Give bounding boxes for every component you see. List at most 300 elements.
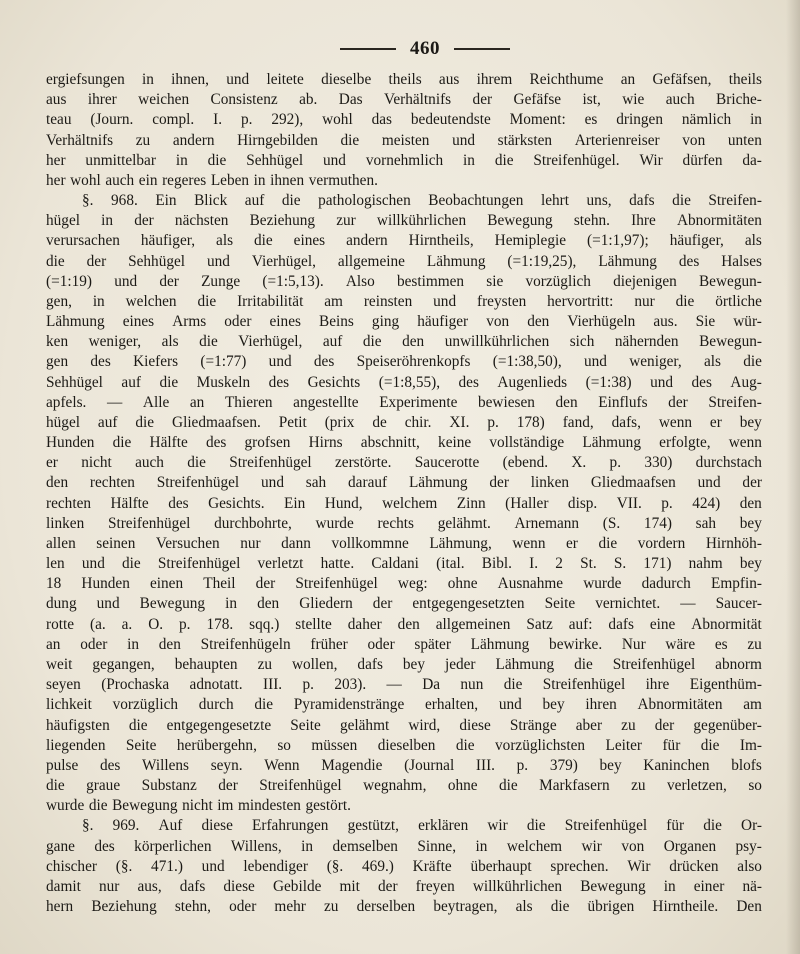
word: hern	[46, 898, 74, 916]
word: in	[101, 212, 114, 230]
text-line	[46, 554, 762, 574]
word: vollständige	[489, 434, 565, 452]
word: dürfen	[682, 151, 723, 169]
word: und	[226, 71, 250, 88]
word: der	[654, 716, 675, 734]
word: und	[81, 555, 105, 573]
word: wird,	[408, 716, 441, 734]
word: Lähmung	[598, 252, 657, 270]
word: erfolgte,	[659, 434, 711, 452]
word: die	[503, 676, 523, 694]
word: die	[197, 292, 217, 310]
word: Or-	[741, 817, 762, 835]
word: Gebilde	[272, 877, 322, 895]
word: die	[199, 333, 218, 351]
word: (Prochaska	[101, 676, 170, 694]
word: die	[494, 151, 514, 169]
word: der	[668, 393, 688, 411]
word: die	[598, 534, 618, 552]
word: (S.	[602, 514, 621, 532]
word: 178.	[206, 615, 234, 633]
word: apfels.	[46, 393, 87, 411]
word: Sehhügel	[46, 373, 103, 391]
word: in	[142, 71, 154, 88]
word: sprechen.	[550, 857, 609, 875]
word: Saucer-	[715, 595, 762, 613]
word: und	[583, 353, 607, 371]
word: 424)	[692, 494, 721, 512]
word: abschnitt,	[360, 434, 420, 452]
word: den	[158, 635, 181, 653]
word: Ein	[155, 192, 177, 210]
word: und	[433, 292, 457, 310]
word: graue	[86, 777, 121, 795]
word: 379)	[549, 756, 578, 774]
word: vernichtet.	[595, 595, 661, 613]
text-line	[46, 615, 762, 635]
word: stellte	[295, 615, 332, 633]
word: gestützt,	[347, 817, 399, 835]
word: Arnemann	[514, 514, 580, 532]
text-line	[46, 151, 762, 171]
word: diese	[459, 716, 491, 734]
word: die	[207, 151, 227, 169]
word: ergiefsungen	[46, 71, 125, 88]
word: häufiger,	[140, 232, 196, 250]
word: 292),	[271, 111, 304, 129]
word: St.	[580, 555, 597, 573]
word: des	[168, 494, 189, 512]
word: Saucerotte	[414, 454, 480, 472]
word: seinen	[96, 534, 136, 552]
word: Alle	[142, 393, 170, 411]
word: des	[691, 373, 712, 391]
word: am	[743, 696, 762, 714]
word: an	[620, 71, 636, 88]
word: sqq.)	[249, 615, 280, 633]
word: Arms	[172, 313, 207, 331]
word: allen	[46, 534, 76, 552]
word: Magendie	[321, 756, 383, 774]
word: die	[46, 252, 65, 270]
word: die	[675, 292, 695, 310]
word: als	[216, 232, 234, 250]
word: und	[498, 696, 522, 714]
word: gelähmt	[339, 716, 390, 734]
word: ist,	[582, 91, 601, 109]
word: wenn	[728, 434, 762, 452]
text-line	[46, 171, 762, 191]
word: erklären	[418, 817, 469, 835]
word: weg:	[397, 575, 428, 593]
word: psy-	[735, 837, 762, 855]
word: Irritabilität	[237, 292, 304, 310]
word: hatte.	[320, 555, 355, 573]
word: freysten	[476, 292, 527, 310]
word: von	[682, 131, 706, 149]
word: zu	[621, 716, 636, 734]
text-line	[46, 756, 762, 776]
word: und	[96, 595, 120, 613]
word: leitete	[266, 71, 304, 88]
word: sie	[486, 272, 504, 290]
word: wurde	[315, 514, 354, 532]
word: im	[217, 797, 234, 815]
word: disp.	[567, 494, 598, 512]
word: p.	[516, 756, 529, 774]
word: wegnahm,	[363, 777, 427, 795]
word: dafs	[608, 615, 634, 633]
word: übrigen	[587, 898, 635, 916]
word: meisten	[381, 131, 430, 149]
word: chir.	[404, 413, 432, 431]
word: auch	[665, 91, 695, 109]
word: (=1:1,97);	[587, 232, 649, 250]
word: damit	[46, 877, 81, 895]
word: 471.)	[151, 857, 183, 875]
word: und	[261, 474, 284, 492]
word: bewiesen	[477, 393, 535, 411]
word: des	[678, 252, 700, 270]
word: Vierhügeln	[567, 313, 636, 331]
word: vornehmlich	[365, 151, 444, 169]
word: einer	[693, 877, 725, 895]
word: theils	[728, 71, 762, 88]
word: die	[112, 434, 132, 452]
text-line	[46, 312, 762, 332]
word: Bewegung	[487, 212, 553, 230]
word: p.	[179, 615, 191, 633]
word: des	[458, 373, 479, 391]
word: gegenüber-	[693, 716, 762, 734]
text-line	[46, 211, 762, 231]
word: diese	[223, 877, 255, 895]
word: Den	[736, 898, 762, 916]
word: wenn	[658, 413, 692, 431]
text-line	[46, 131, 762, 151]
word: allgemeinen	[435, 615, 511, 633]
text-line	[46, 90, 762, 110]
word: herübergehn,	[176, 736, 257, 754]
word: Bewegung	[580, 877, 646, 895]
word: compl.	[152, 111, 195, 129]
word: Streifenhügeln	[200, 635, 291, 653]
word: reinsten	[363, 292, 413, 310]
word: p.	[487, 413, 499, 431]
word: in	[127, 635, 140, 653]
word: wenn	[512, 534, 546, 552]
word: Gefäfsen,	[652, 71, 712, 88]
word: hügel	[46, 413, 80, 431]
word: (Haller	[505, 494, 549, 512]
word: Gliedmaafsen	[590, 474, 676, 492]
word: wir	[487, 817, 508, 835]
text-line	[46, 877, 762, 897]
word: Streifenhügel	[295, 575, 378, 593]
word: oder	[229, 898, 257, 916]
word: I.	[213, 111, 223, 129]
word: ohne	[447, 777, 478, 795]
word: die	[340, 131, 360, 149]
header-rule-right	[454, 48, 510, 50]
word: VII.	[616, 494, 642, 512]
word: Bewegun-	[699, 333, 762, 351]
word: angestellte	[293, 393, 359, 411]
word: dieselben	[377, 736, 436, 754]
word: pathologischen	[318, 192, 411, 210]
word: unmittelbar	[85, 151, 156, 169]
word: (=1:5,13).	[262, 272, 324, 290]
word: nun	[460, 676, 484, 694]
word: Gliedern	[299, 595, 353, 613]
word: 203).	[334, 676, 367, 694]
word: derselben	[356, 898, 416, 916]
word: zu	[257, 655, 273, 673]
word: weniger,	[88, 333, 142, 351]
word: eine	[649, 615, 676, 633]
word: er	[566, 534, 578, 552]
word: Lähmung	[470, 635, 530, 653]
word: nahm	[688, 555, 723, 573]
word: p.	[240, 111, 253, 129]
word: örtliche	[715, 292, 762, 310]
word: Beins	[319, 313, 354, 331]
word: Hirns	[308, 434, 343, 452]
word: Willens,	[230, 837, 282, 855]
word: sich	[569, 333, 595, 351]
word: den	[397, 615, 420, 633]
word: der	[489, 474, 509, 492]
word: (ital.	[436, 555, 465, 573]
word: gestört.	[305, 797, 351, 815]
word: wurde	[583, 575, 622, 593]
word: Abnormität	[691, 615, 762, 633]
word: Thieren	[224, 393, 273, 411]
word: nicht	[182, 797, 213, 815]
word: er	[46, 454, 58, 472]
word: O.	[148, 615, 164, 633]
word: S.	[613, 555, 627, 573]
word: Caldani	[371, 555, 419, 573]
text-line	[46, 231, 762, 251]
word: früher	[310, 635, 348, 653]
word: des	[205, 434, 227, 452]
word: keine	[438, 434, 472, 452]
word: die	[254, 696, 274, 714]
word: und	[268, 353, 292, 371]
text-line	[46, 433, 762, 453]
word: und	[697, 474, 721, 492]
word: Theil	[203, 575, 236, 593]
text-line	[46, 292, 762, 312]
word: (=1:19)	[46, 272, 93, 290]
word: vordern	[637, 534, 686, 552]
word: grofsen	[244, 434, 291, 452]
word: oder	[367, 635, 395, 653]
word: Leiter	[605, 736, 643, 754]
page-header	[300, 34, 550, 64]
word: fand,	[562, 413, 594, 431]
word: in	[253, 171, 266, 189]
word: diejenigen	[613, 272, 677, 290]
word: sah	[695, 514, 717, 532]
word: Lähmung	[582, 434, 641, 452]
word: Arterienreiser	[574, 131, 660, 149]
word: auf	[97, 413, 118, 431]
word: des	[99, 756, 121, 774]
word: Erfahrungen	[252, 817, 329, 835]
word: ein	[138, 171, 158, 189]
word: Blick	[194, 192, 228, 210]
word: weichen	[138, 91, 190, 109]
word: zur	[336, 212, 356, 230]
word: Einflufs	[598, 393, 648, 411]
word: dann	[281, 534, 311, 552]
word: 171)	[643, 555, 672, 573]
word: her	[46, 171, 66, 189]
word: der	[218, 777, 238, 795]
text-line	[46, 837, 762, 857]
word: Streifenhügel	[564, 817, 648, 835]
word: stehn.	[573, 212, 610, 230]
word: Streifenhügel	[229, 454, 312, 472]
word: III.	[475, 756, 495, 774]
word: nicht	[81, 454, 112, 472]
word: regeres	[162, 171, 207, 189]
word: in	[301, 837, 314, 855]
word: bey	[402, 655, 425, 673]
word: die	[703, 817, 722, 835]
word: bey	[599, 756, 622, 774]
word: Willens	[142, 756, 190, 774]
text-line	[46, 494, 762, 514]
word: 178)	[516, 413, 545, 431]
word: zu	[323, 898, 339, 916]
word: die	[46, 777, 65, 795]
word: häufiger	[417, 313, 469, 331]
word: Briche-	[716, 91, 762, 109]
word: Streifenhügel	[156, 474, 240, 492]
word: Lähmung,	[429, 534, 492, 552]
word: Ihre	[631, 212, 656, 230]
word: rechts	[377, 514, 414, 532]
word: Streifenhügel	[542, 676, 626, 694]
word: Hirnhöh-	[705, 534, 762, 552]
word: und	[452, 131, 476, 149]
word: vorzüglich	[525, 272, 591, 290]
body-text	[46, 70, 762, 917]
word: mehr	[274, 898, 306, 916]
word: nächsten	[174, 212, 229, 230]
text-line	[46, 635, 762, 655]
word: aus.	[653, 313, 678, 331]
word: häufigsten	[46, 716, 110, 734]
word: Das	[338, 91, 363, 109]
word: unwillkührlichen	[444, 333, 550, 351]
word: da-	[742, 151, 762, 169]
word: es	[714, 635, 728, 653]
word: (ebend.	[502, 454, 549, 472]
word: (=1:8,55),	[378, 373, 441, 391]
word: Hirntheils,	[408, 232, 474, 250]
word: Kiefers	[133, 353, 179, 371]
word: Zinn	[456, 494, 486, 512]
word: den	[527, 313, 550, 331]
text-line	[46, 776, 762, 796]
word: rotte	[46, 615, 75, 633]
word: die	[526, 817, 546, 835]
word: an	[46, 635, 61, 653]
word: durchbohrte,	[214, 514, 292, 532]
word: des	[90, 353, 111, 371]
word: so	[277, 736, 291, 754]
word: in	[463, 151, 475, 169]
word: die	[574, 655, 593, 673]
word: Consistenz	[210, 91, 278, 109]
word: in	[92, 292, 105, 310]
word: Verhältnifs	[384, 91, 452, 109]
word: Gesichts.	[208, 494, 265, 512]
text-line	[46, 796, 762, 816]
word: Sehhügel	[246, 151, 304, 169]
word: auf:	[568, 615, 593, 633]
word: für	[666, 817, 685, 835]
word: Vierhügel,	[251, 252, 316, 270]
word: dadurch	[641, 575, 691, 593]
word: Hunden	[81, 575, 130, 593]
word: Pyramidenstränge	[293, 696, 405, 714]
word: in	[750, 111, 762, 129]
word: ihnen	[270, 171, 305, 189]
word: oder	[80, 635, 108, 653]
text-line	[46, 252, 762, 272]
word: Gesichts	[307, 373, 361, 391]
word: ihrer	[87, 91, 117, 109]
word: Kaninchen	[643, 756, 710, 774]
word: Streifenhügel	[259, 777, 342, 795]
word: in	[475, 837, 488, 855]
word: mindesten	[238, 797, 301, 815]
word: ken	[46, 333, 69, 351]
word: p.	[661, 494, 673, 512]
word: Leben	[210, 171, 250, 189]
word: XI.	[449, 413, 470, 431]
text-line	[46, 373, 762, 393]
word: weniger,	[629, 353, 682, 371]
word: die	[550, 898, 570, 916]
word: 174)	[643, 514, 672, 532]
word: Hunden	[46, 434, 95, 452]
word: durch	[198, 696, 234, 714]
word: den	[555, 393, 578, 411]
word: andern	[346, 232, 388, 250]
word: stärksten	[497, 131, 553, 149]
word: bey	[739, 413, 762, 431]
word: in	[175, 151, 188, 169]
word: Petit	[278, 413, 307, 431]
word: verursachen	[46, 232, 120, 250]
word: wohl	[322, 111, 353, 129]
word: müssen	[311, 736, 358, 754]
word: der	[86, 252, 107, 270]
word: die	[254, 232, 273, 250]
word: oder	[224, 313, 252, 331]
word: Vierhügel,	[238, 333, 303, 351]
word: behaupten	[174, 655, 238, 673]
word: seyen	[46, 676, 81, 694]
word: theils	[388, 71, 422, 88]
word: Gliedmaafsen.	[172, 413, 261, 431]
